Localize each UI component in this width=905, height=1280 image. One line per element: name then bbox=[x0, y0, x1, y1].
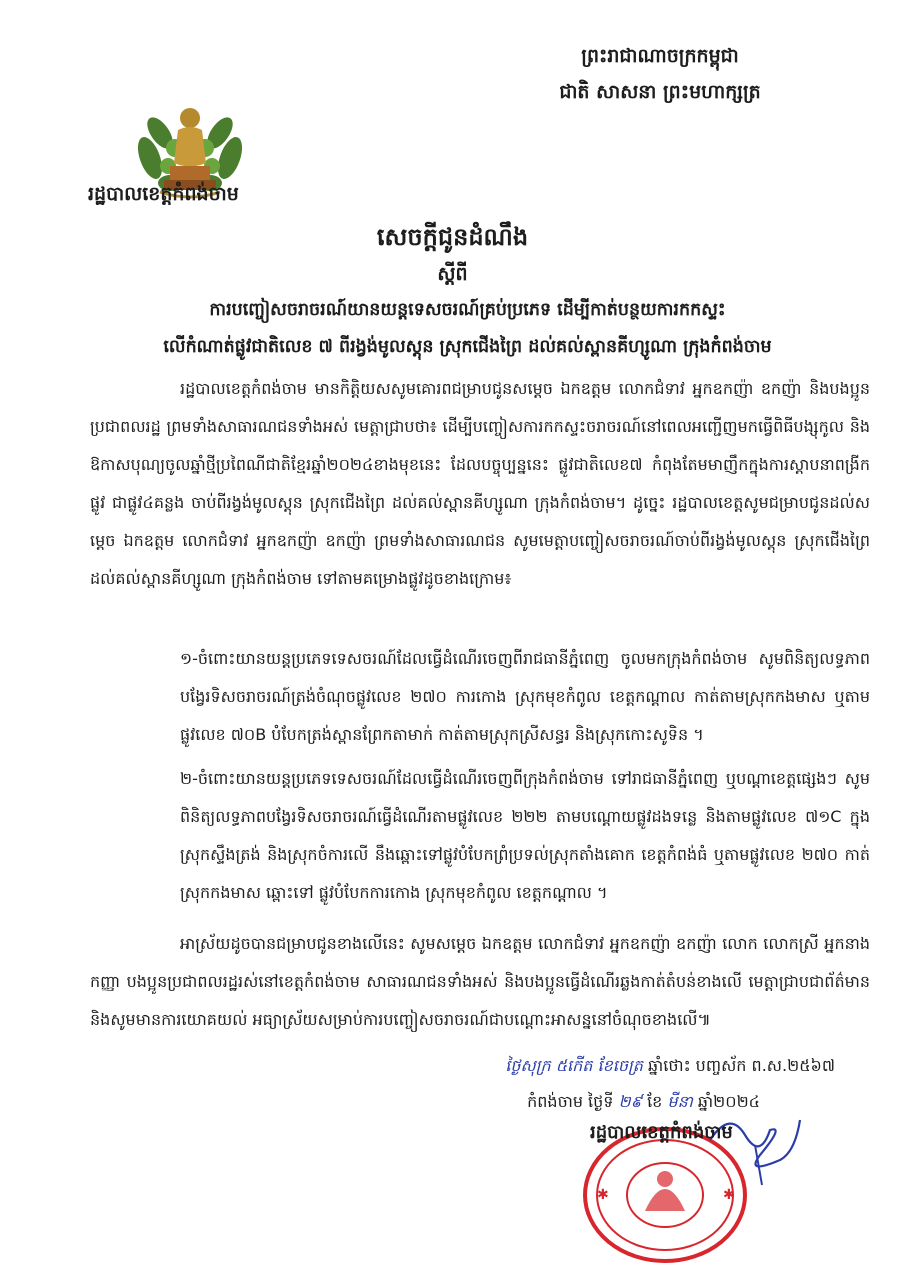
subject-heading bbox=[100, 292, 835, 366]
date-place: កំពង់ចាម ថ្ងៃទី bbox=[527, 1092, 614, 1111]
subject-line-1: ការបញ្ចៀសចរាចរណ៍យានយន្តទេសចរណ៍គ្រប់ប្រភេទ ដើម្បីកាត់បន្ថយការកកស្ទះ bbox=[209, 300, 726, 320]
body-paragraph-intro: រដ្ឋបាលខេត្តកំពង់ចាម មានកិត្តិយសសូមគោរពជម្រាបជូនសម្តេច ឯកឧត្តម លោកជំទាវ អ្នកឧកញ៉ា ឧកញ៉ា និងបងប្អូនប្រជាពលរដ្ឋ ព្រមទាំងសាធារណជនទាំងអស់ មេត្តាជ្រាបថា៖ ដើម្បីបញ្ចៀសការកកស្ទះចរាចរណ៍នៅពេលអញ្ជើញមកធ្វើពិធីបង្សុកូល និងឱកាសបុណ្យចូលឆ្នាំថ្មីប្រពៃណីជាតិខ្មែរឆ្នាំ២០២៤ខាងមុខនេះ ដែលបច្ចុប្បន្ននេះ ផ្លូវជាតិលេខ៧ កំពុងតែមមាញឹកក្នុងការស្តាបនាពង្រីកផ្លូវ ជាផ្លូវ៤គន្លង ចាប់ពីរង្វង់មូលស្តុន ស្រុកជើងព្រៃ ដល់គល់ស្ពានគីហ្សូណា ក្រុងកំពង់ចាម។ ដូច្នេះ រដ្ឋបាលខេត្តសូមជម្រាបជូនដល់សម្តេច ឯកឧត្តម លោកជំទាវ អ្នកឧកញ៉ា ឧកញ៉ា ព្រមទាំងសាធារណជន សូមមេត្តាបញ្ចៀសចរាចរណ៍ចាប់ពីរង្វង់មូលស្តុន ស្រុកជើងព្រៃ ដល់គល់ស្ពានគីហ្សូណា ក្រុងកំពង់ចាម ទៅតាមគម្រោងផ្លូវដូចខាងក្រោម៖ bbox=[90, 379, 870, 588]
regarding-label: ស្តីពី bbox=[437, 263, 468, 285]
date-month: មីនា bbox=[667, 1092, 693, 1111]
kingdom-line-1: ព្រះរាជាណាចក្រកម្ពុជា bbox=[581, 45, 739, 67]
svg-text:✱: ✱ bbox=[723, 1187, 735, 1203]
instruction-item-2: ២-ចំពោះយានយន្តប្រភេទទេសចរណ៍ដែលធ្វើដំណើរចេញពីក្រុងកំពង់ចាម ទៅរាជធានីភ្នំពេញ ឬបណ្តាខេត្តផ្សេងៗ សូមពិនិត្យលទ្ធភាពបង្វែរទិសចរាចរណ៍ធ្វើដំណើរតាមផ្លូវលេខ ២២២ តាមបណ្តោយផ្លូវដងទន្លេ និងតាមផ្លូវលេខ ៧១C ក្នុងស្រុកស្ទឹងត្រង់ និងស្រុកចំការលើ នឹងឆ្ពោះទៅផ្លូវបំបែកព្រំប្រទល់ស្រុកតាំងគោក ខេត្តកំពង់ធំ ឬតាមផ្លូវលេខ ២៧០ កាត់ស្រុកកងមាស ឆ្ពោះទៅ ផ្លូវបំបែកការកោង ស្រុកមុខកំពូល ខេត្តកណ្តាល ។ bbox=[180, 769, 870, 902]
svg-text:✱: ✱ bbox=[597, 1187, 609, 1203]
kingdom-line-2: ជាតិ សាសនា ព្រះមហាក្សត្រ bbox=[559, 81, 761, 103]
document-type-title: សេចក្តីជូនដំណឹង bbox=[376, 222, 529, 251]
lunar-year: ឆ្នាំថោះ បញ្ចស័ក ព.ស.២៥៦៧ bbox=[648, 1056, 835, 1075]
lunar-date bbox=[415, 1048, 835, 1084]
kingdom-header bbox=[510, 38, 810, 110]
date-month-prefix: ខែ bbox=[647, 1092, 663, 1111]
subject-line-2: លើកំណាត់ផ្លូវជាតិលេខ ៧ ពីរង្វង់មូលស្តុន ស្រុកជើងព្រៃ ដល់គល់ស្ពានគីហ្សូណា ក្រុងកំពង់ចាម bbox=[163, 337, 772, 357]
date-year: ឆ្នាំ២០២៤ bbox=[697, 1092, 760, 1111]
body-paragraph-closing: អាស្រ័យដូចបានជម្រាបជូនខាងលើនេះ សូមសម្តេច ឯកឧត្តម លោកជំទាវ អ្នកឧកញ៉ា ឧកញ៉ា លោក លោកស្រី អ្នកនាងកញ្ញា បងប្អូនប្រជាពលរដ្ឋរស់នៅខេត្តកំពង់ចាម សាធារណជនទាំងអស់ និងបងប្អូនធ្វើដំណើរឆ្លងកាត់តំបន់ខាងលើ មេត្តាជ្រាបជាព័ត៌មាន និងសូមមានការយោគយល់ អធ្យាស្រ័យសម្រាប់ការបញ្ចៀសចរាចរណ៍ជាបណ្តោះអាសន្ននៅចំណុចខាងលើ៕ bbox=[90, 934, 870, 1029]
date-day: ២៩ bbox=[618, 1092, 642, 1111]
issuing-authority: រដ្ឋបាលខេត្តកំពង់ចាម bbox=[88, 183, 239, 205]
instruction-item-1: ១-ចំពោះយានយន្តប្រភេទទេសចរណ៍ដែលធ្វើដំណើរចេញពីរាជធានីភ្នំពេញ ចូលមកក្រុងកំពង់ចាម សូមពិនិត្យលទ្ធភាព បង្វែរទិសចរាចរណ៍ត្រង់ចំណុចផ្លូវលេខ ២៧០ ការកោង ស្រុកមុខកំពូល ខេត្តកណ្តាល កាត់តាមស្រុកកងមាស ឬតាមផ្លូវលេខ ៧០B បំបែកត្រង់ស្ពានព្រែកតាមាក់ កាត់តាមស្រុកស្រីសន្ធរ និងស្រុកកោះសូទិន ។ bbox=[180, 649, 870, 744]
lunar-day: ថ្ងៃសុក្រ ៥កើត ខែចេត្រ bbox=[505, 1056, 643, 1075]
signing-authority: រដ្ឋបាលខេត្តកំពង់ចាម bbox=[590, 1122, 733, 1143]
